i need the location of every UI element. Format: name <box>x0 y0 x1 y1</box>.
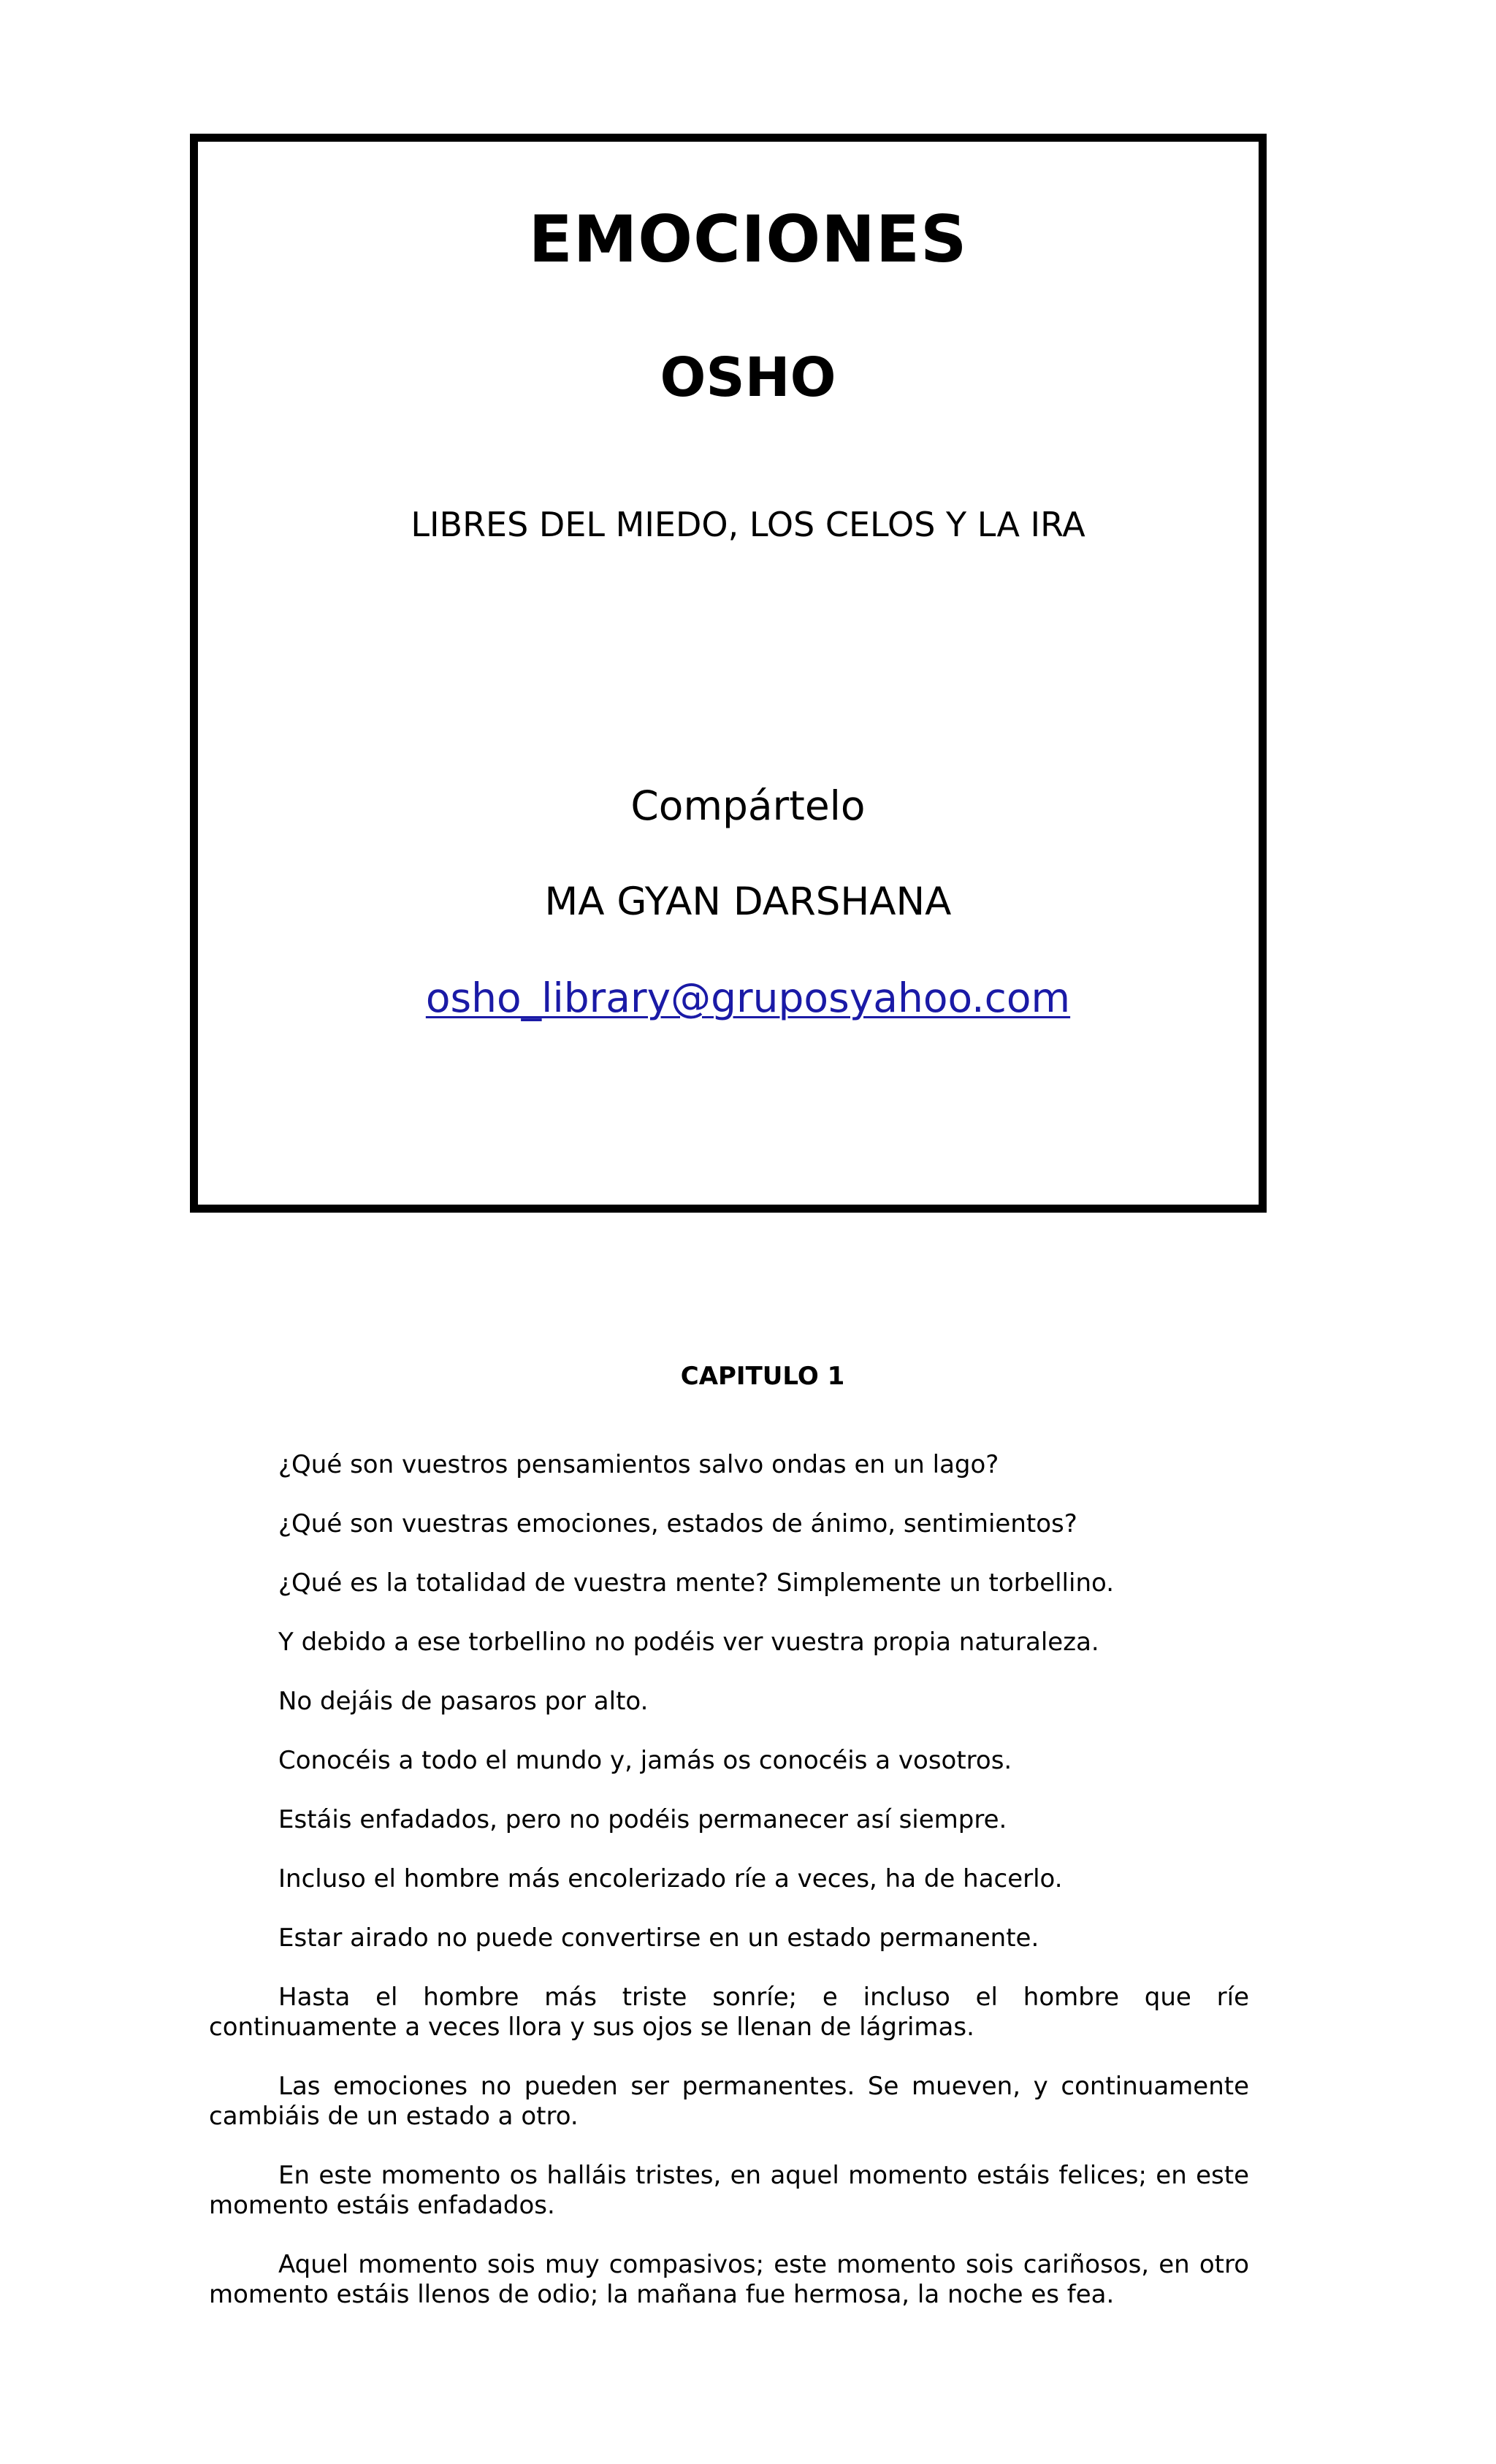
email-link[interactable]: osho_library@gruposyahoo.com <box>425 974 1071 1021</box>
book-title: EMOCIONES <box>528 202 968 277</box>
paragraph: Estar airado no puede convertirse en un estado permanente. <box>278 1923 1039 1953</box>
paragraph: ¿Qué es la totalidad de vuestra mente? Simplemente un torbellino. <box>278 1568 1115 1598</box>
cover-frame <box>190 134 1267 1213</box>
paragraph: Hasta el hombre más triste sonríe; e incluso el hombre que ríe continuamente a veces llora y sus ojos se llenan de lágrimas. <box>209 1983 1249 2042</box>
book-author: OSHO <box>660 346 836 409</box>
paragraph: Conocéis a todo el mundo y, jamás os conocéis a vosotros. <box>278 1746 1012 1775</box>
chapter-body <box>209 1450 1249 2339</box>
paragraph: Las emociones no pueden ser permanentes. Se mueven, y continuamente cambiáis de un estado a otro. <box>209 2072 1249 2131</box>
paragraph: ¿Qué son vuestras emociones, estados de ánimo, sentimientos? <box>278 1509 1077 1538</box>
paragraph: Aquel momento sois muy compasivos; este momento sois cariñosos, en otro momento estáis llenos de odio; la mañana fue hermosa, la noche es fea. <box>209 2250 1249 2309</box>
book-subtitle: LIBRES DEL MIEDO, LOS CELOS Y LA IRA <box>411 505 1085 544</box>
chapter-heading: CAPITULO 1 <box>680 1362 845 1391</box>
paragraph: No dejáis de pasaros por alto. <box>278 1687 649 1716</box>
paragraph: Incluso el hombre más encolerizado ríe a veces, ha de hacerlo. <box>278 1864 1063 1893</box>
paragraph: En este momento os halláis tristes, en aquel momento estáis felices; en este momento estáis enfadados. <box>209 2161 1249 2220</box>
share-note: Compártelo <box>630 782 866 829</box>
paragraph: Estáis enfadados, pero no podéis permanecer así siempre. <box>278 1805 1007 1834</box>
paragraph: Y debido a ese torbellino no podéis ver vuestra propia naturaleza. <box>278 1628 1099 1657</box>
translator-name: MA GYAN DARSHANA <box>544 880 952 924</box>
paragraph: ¿Qué son vuestros pensamientos salvo ondas en un lago? <box>278 1450 999 1479</box>
